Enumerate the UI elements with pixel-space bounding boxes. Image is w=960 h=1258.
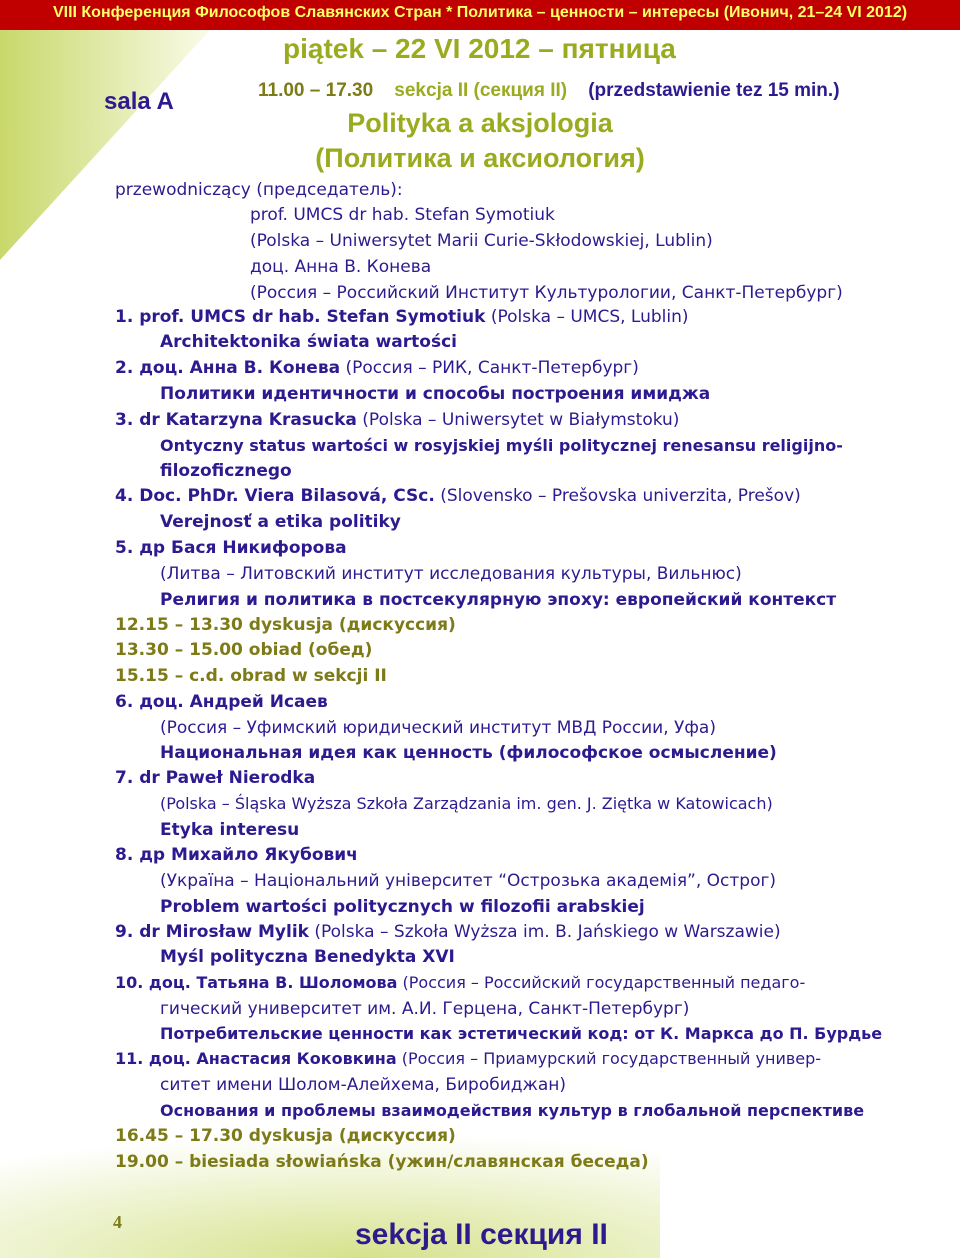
talk-4-speaker: 4. Doc. PhDr. Viera Bilasová, CSc. (Slovensko – Prešovska univerzita, Prešov) xyxy=(115,486,801,506)
talk-9-title: Myśl polityczna Benedykta XVI xyxy=(160,947,455,967)
talk-7-title: Etyka interesu xyxy=(160,820,300,840)
page-number: 4 xyxy=(113,1212,122,1232)
talk-10-speaker: 10. доц. Татьяна В. Шоломова (Россия – Российский государственный педаго- xyxy=(115,973,806,992)
chair-1-affiliation: (Polska – Uniwersytet Marii Curie-Skłodowskiej, Lublin) xyxy=(250,231,713,251)
talk-11-affiliation-cont: ситет имени Шолом-Алейхема, Биробиджан) xyxy=(160,1075,567,1095)
room-label: sala A xyxy=(104,88,174,115)
session-time-line xyxy=(258,80,840,102)
banner-text: VIII Конференция Философов Славянских Стран * Политика – ценности – интересы (Ивонич, 21–24 VI 2012) xyxy=(52,4,908,21)
talk-10-title: Потребительские ценности как эстетический код: от К. Маркса до П. Бурдье xyxy=(160,1024,883,1043)
schedule-discussion-1: 12.15 – 13.30 dyskusja (дискуссия) xyxy=(115,615,456,635)
talk-5-title: Религия и политика в постсекулярную эпоху: европейский контекст xyxy=(160,590,837,610)
talk-7-affiliation: (Polska – Śląska Wyższa Szkoła Zarządzania im. gen. J. Ziętka w Katowicach) xyxy=(160,794,773,813)
section-title-ru: (Политика и аксиология) xyxy=(315,143,645,173)
talk-6-title: Национальная идея как ценность (философское осмысление) xyxy=(160,743,777,763)
talk-1-title: Architektonika świata wartości xyxy=(160,332,457,352)
chair-label: przewodniczący (председатель): xyxy=(115,180,403,200)
talk-3-title: Ontyczny status wartości w rosyjskiej myśli politycznej renesansu religijno- xyxy=(160,436,843,455)
schedule-discussion-2: 16.45 – 17.30 dyskusja (дискуссия) xyxy=(115,1126,456,1146)
talk-9-speaker: 9. dr Mirosław Mylik (Polska – Szkoła Wyższa im. B. Jańskiego w Warszawie) xyxy=(115,922,781,942)
talk-1-speaker: 1. prof. UMCS dr hab. Stefan Symotiuk (Polska – UMCS, Lublin) xyxy=(115,307,689,327)
session-note: (przedstawienie tez 15 min.) xyxy=(588,80,840,101)
talk-5-affiliation: (Литва – Литовский институт исследования культуры, Вильнюс) xyxy=(160,564,742,584)
talk-11-title: Основания и проблемы взаимодействия культур в глобальной перспективе xyxy=(160,1101,865,1120)
talk-7-speaker: 7. dr Paweł Nierodka xyxy=(115,768,316,788)
header-banner xyxy=(0,0,960,30)
schedule-resume: 15.15 – c.d. obrad w sekcji II xyxy=(115,666,387,686)
talk-5-speaker: 5. др Бася Никифорова xyxy=(115,538,347,558)
talk-4-title: Verejnosť a etika politiky xyxy=(160,512,401,532)
talk-3-title-cont: filozoficznego xyxy=(160,461,292,481)
schedule-banquet: 19.00 – biesiada słowiańska (ужин/славянская беседа) xyxy=(115,1152,649,1172)
day-title: piątek – 22 VI 2012 – пятница xyxy=(283,33,676,64)
chair-2-affiliation: (Россия – Российский Институт Культурологии, Санкт-Петербург) xyxy=(250,283,843,303)
chair-2-name: доц. Анна В. Конева xyxy=(250,257,432,277)
talk-8-affiliation: (Україна – Національний університет “Острозька академія”, Острог) xyxy=(160,871,777,891)
schedule-lunch: 13.30 – 15.00 obiad (обед) xyxy=(115,640,373,660)
talk-8-title: Problem wartości politycznych w filozofii arabskiej xyxy=(160,897,645,917)
talk-3-speaker: 3. dr Katarzyna Krasucka (Polska – Uniwersytet w Białymstoku) xyxy=(115,410,680,430)
footer-section-label: sekcja II секция II xyxy=(355,1218,608,1251)
section-title-pl: Polityka a aksjologia xyxy=(347,108,613,138)
chair-1-name: prof. UMCS dr hab. Stefan Symotiuk xyxy=(250,205,555,225)
session-time: 11.00 – 17.30 xyxy=(258,80,374,101)
talk-2-title: Политики идентичности и способы построения имиджа xyxy=(160,384,711,404)
talk-8-speaker: 8. др Михайло Якубович xyxy=(115,845,358,865)
talk-11-speaker: 11. доц. Анастасия Коковкина (Россия – Приамурский государственный универ- xyxy=(115,1049,822,1068)
session-section: sekcja II (секция II) xyxy=(394,80,568,101)
talk-6-affiliation: (Россия – Уфимский юридический институт МВД России, Уфа) xyxy=(160,718,716,738)
talk-6-speaker: 6. доц. Андрей Исаев xyxy=(115,692,328,712)
talk-2-speaker: 2. доц. Анна В. Конева (Россия – РИК, Санкт-Петербург) xyxy=(115,358,639,378)
talk-10-affiliation-cont: гический университет им. А.И. Герцена, Санкт-Петербург) xyxy=(160,999,690,1019)
